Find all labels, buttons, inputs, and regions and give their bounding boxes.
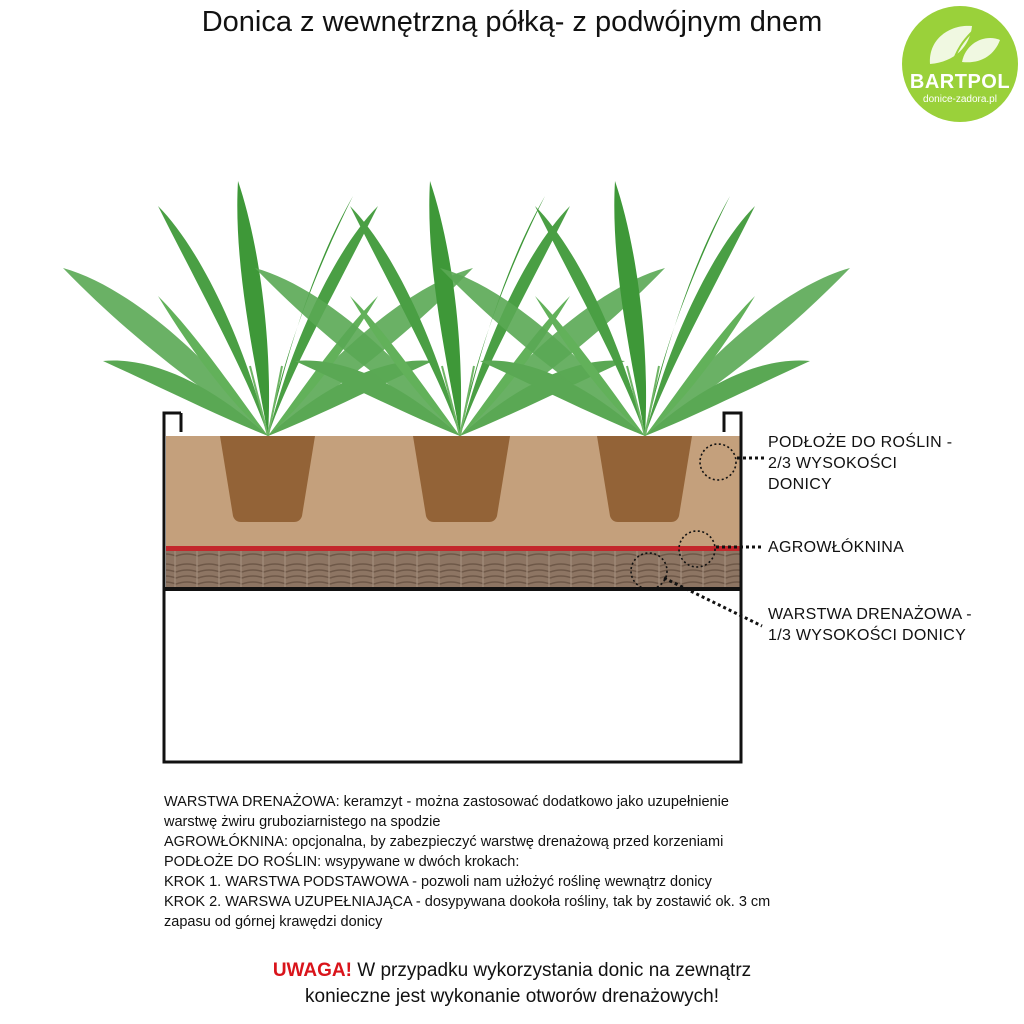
warning-highlight: UWAGA! [272,960,352,981]
logo-site: donice-zadora.pl [923,94,997,105]
pot-middle [413,436,510,522]
pot-left [220,436,315,522]
note-line: warstwę żwiru gruboziarnistego na spodzie [164,814,441,830]
note-line: PODŁOŻE DO ROŚLIN: wsypywane w dwóch krokach: [164,854,520,870]
label-substrate: PODŁOŻE DO ROŚLIN - 2/3 WYSOKOŚCI DONICY [768,434,953,493]
note-line: AGROWŁÓKNINA: opcjonalna, by zabezpieczyć warstwę drenażową przed korzeniami [164,834,724,850]
notes-block [164,792,884,932]
logo-brand: BARTPOL [909,71,1011,93]
pot-right [597,436,692,522]
label-fleece: AGROWŁÓKNINA [768,539,905,556]
note-line: zapasu od górnej krawędzi donicy [164,914,383,930]
note-line: KROK 2. WARSWA UZUPEŁNIAJĄCA - dosypywana dookoła rośliny, tak by zostawić ok. 3 cm [164,894,771,910]
note-line: WARSTWA DRENAŻOWA: keramzyt - można zastosować dodatkowo jako uzupełnienie [164,794,729,810]
warning-line2: konieczne jest wykonanie otworów drenażowych! [305,986,719,1007]
drainage-layer [166,551,740,588]
warning-block [0,958,1024,1010]
label-drainage: WARSTWA DRENAŻOWA - 1/3 WYSOKOŚCI DONICY [768,606,972,644]
page-title: Donica z wewnętrzną półką- z podwójnym dnem [201,6,823,38]
warning-line1: W przypadku wykorzystania donic na zewnątrz [351,960,752,981]
fleece-layer [166,546,740,551]
note-line: KROK 1. WARSTWA PODSTAWOWA - pozwoli nam użłożyć roślinę wewnątrz donicy [164,874,712,890]
